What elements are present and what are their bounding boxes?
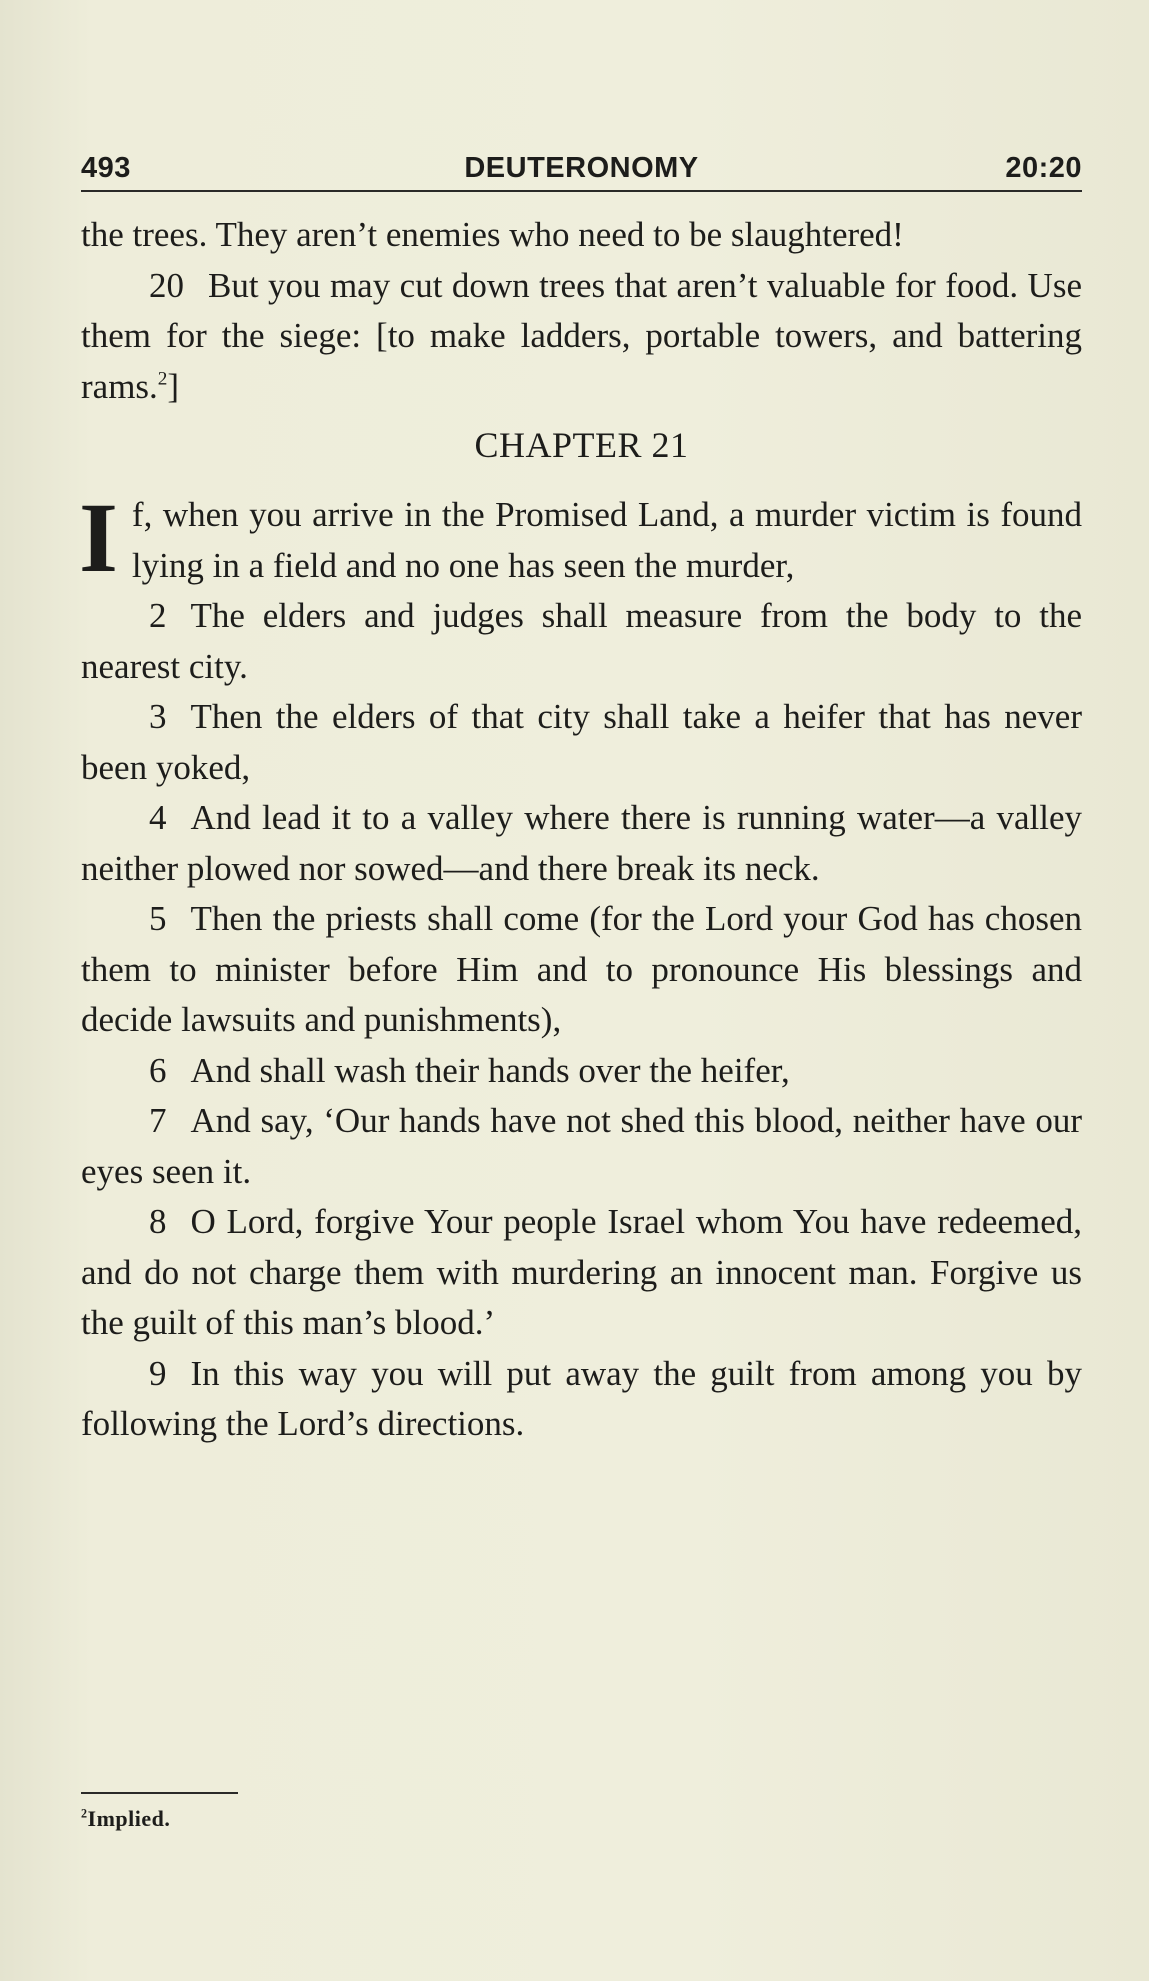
- book-title: DEUTERONOMY: [464, 152, 699, 184]
- verse-number: 2: [149, 596, 167, 635]
- page-body: [81, 210, 1082, 1450]
- footnote-rule: [81, 1792, 238, 1794]
- verse-number: 6: [149, 1050, 167, 1090]
- verse-text: Then the priests shall come (for the Lord your God has chosen them to minister before Him and to pronounce His blessings and decide lawsuits and punishments),: [81, 899, 1082, 1039]
- verse-text: Then the elders of that city shall take a heifer that has never been yoked,: [81, 697, 1082, 787]
- verse-text: And shall wash their hands over the heifer,: [190, 1050, 790, 1090]
- verse-number: 5: [149, 899, 167, 938]
- footnote: [81, 1806, 170, 1832]
- running-header: [81, 152, 1082, 186]
- bracket-close: ]: [167, 366, 180, 406]
- verse-4: [81, 793, 1082, 894]
- verse-9: [81, 1349, 1082, 1450]
- verse-text: And lead it to a valley where there is running water—a valley neither plowed nor sowed—and there break its neck.: [81, 798, 1082, 888]
- verse-number: 20: [149, 265, 184, 305]
- verse-text: And say, ‘Our hands have not shed this blood, neither have our eyes seen it.: [81, 1101, 1082, 1191]
- verse-text: The elders and judges shall measure from the body to the nearest city.: [81, 596, 1082, 686]
- verse-text: But you may cut down trees that aren’t valuable for food. Use them for the siege: [to make ladders, portable towers, and battering rams.: [81, 265, 1082, 406]
- drop-cap: I: [79, 482, 118, 593]
- verse-8: [81, 1197, 1082, 1349]
- verse-7: [81, 1096, 1082, 1197]
- verse-number: 8: [149, 1202, 167, 1241]
- verse-20: [81, 261, 1082, 413]
- footnote-number: 2: [81, 1806, 88, 1821]
- verse-text: f, when you arrive in the Promised Land, a murder victim is found lying in a field and no one has seen the murder,: [131, 495, 1082, 585]
- continuation-paragraph: the trees. They aren’t enemies who need to be slaughtered!: [81, 215, 904, 254]
- verse-text: In this way you will put away the guilt from among you by following the Lord’s directions.: [81, 1353, 1082, 1443]
- footnote-text: Implied.: [87, 1806, 171, 1831]
- verse-1: [79, 482, 1082, 593]
- verse-5: [81, 894, 1082, 1046]
- verse-number: 7: [149, 1101, 167, 1140]
- verse-2: [81, 591, 1082, 692]
- header-rule: [81, 190, 1082, 192]
- chapter-heading: CHAPTER 21: [474, 425, 689, 465]
- footnote-marker: 2: [157, 368, 168, 390]
- verse-3: [81, 692, 1082, 793]
- verse-number: 3: [149, 697, 167, 736]
- chapter-verse-reference: 20:20: [1005, 152, 1082, 184]
- page-number: 493: [81, 152, 131, 184]
- verse-number: 4: [149, 798, 167, 837]
- verse-text: O Lord, forgive Your people Israel whom You have redeemed, and do not charge them with murdering an innocent man. Forgive us the guilt of this man’s blood.’: [81, 1202, 1082, 1342]
- verse-6: [81, 1046, 1082, 1097]
- verse-number: 9: [149, 1353, 167, 1393]
